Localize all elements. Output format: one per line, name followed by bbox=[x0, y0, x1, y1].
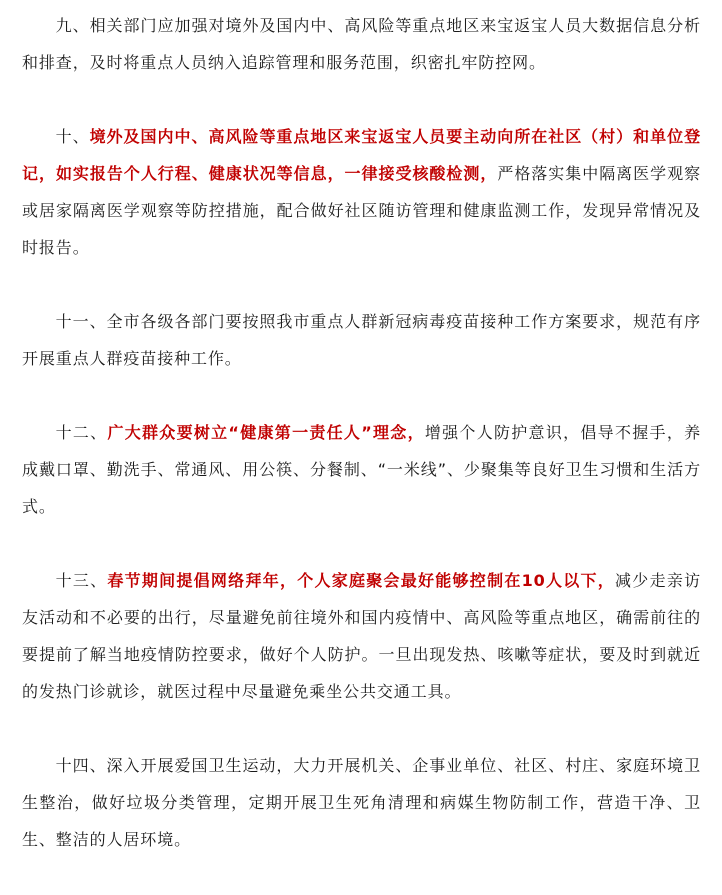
body-text: 九、相关部门应加强对境外及国内中、高风险等重点地区来宝返宝人员大数据信息分析和排查，及时将重点人员纳入追踪管理和服务范围，织密扎牢防控网。 bbox=[22, 16, 701, 72]
body-text: 减少走亲访友活动和不必要的出行，尽量避免前往境外和国内疫情中、高风险等重点地区，确需前往的要提前了解当地疫情防控要求，做好个人防护。一旦出现发热、咳嗽等症状，要及时到就近的发热门诊就诊，就医过程中尽量避免乘坐公共交通工具。 bbox=[22, 571, 701, 701]
body-text: 十四、深入开展爱国卫生运动，大力开展机关、企事业单位、社区、村庄、家庭环境卫生整治，做好垃圾分类管理，定期开展卫生死角清理和病媒生物防制工作，营造干净、卫生、整洁的人居环境。 bbox=[22, 756, 701, 849]
paragraph bbox=[22, 303, 701, 377]
document-body bbox=[22, 7, 701, 895]
highlighted-text: 广大群众要树立“健康第一责任人”理念， bbox=[107, 423, 425, 442]
body-text: 十三、 bbox=[55, 571, 108, 590]
body-text: 增强个人防护意识，倡导不握手，养成戴口罩、勤洗手、常通风、用公筷、分餐制、“一米线”、少聚集等良好卫生习惯和生活方式。 bbox=[22, 423, 701, 516]
paragraph bbox=[22, 414, 701, 525]
body-text: 十一、全市各级各部门要按照我市重点人群新冠病毒疫苗接种工作方案要求，规范有序开展重点人群疫苗接种工作。 bbox=[22, 312, 701, 368]
highlighted-text: 春节期间提倡网络拜年，个人家庭聚会最好能够控制在10人以下， bbox=[107, 571, 616, 590]
body-text: 十、 bbox=[55, 127, 90, 146]
highlighted-text: 境外及国内中、高风险等重点地区来宝返宝人员要主动向所在社区（村）和单位登记，如实报告个人行程、健康状况等信息，一律接受核酸检测， bbox=[22, 127, 701, 183]
paragraph bbox=[22, 118, 701, 266]
paragraph bbox=[22, 562, 701, 710]
body-text: 严格落实集中隔离医学观察或居家隔离医学观察等防控措施，配合做好社区随访管理和健康监测工作，发现异常情况及时报告。 bbox=[22, 164, 701, 257]
paragraph bbox=[22, 7, 701, 81]
body-text: 十二、 bbox=[55, 423, 108, 442]
paragraph bbox=[22, 747, 701, 858]
